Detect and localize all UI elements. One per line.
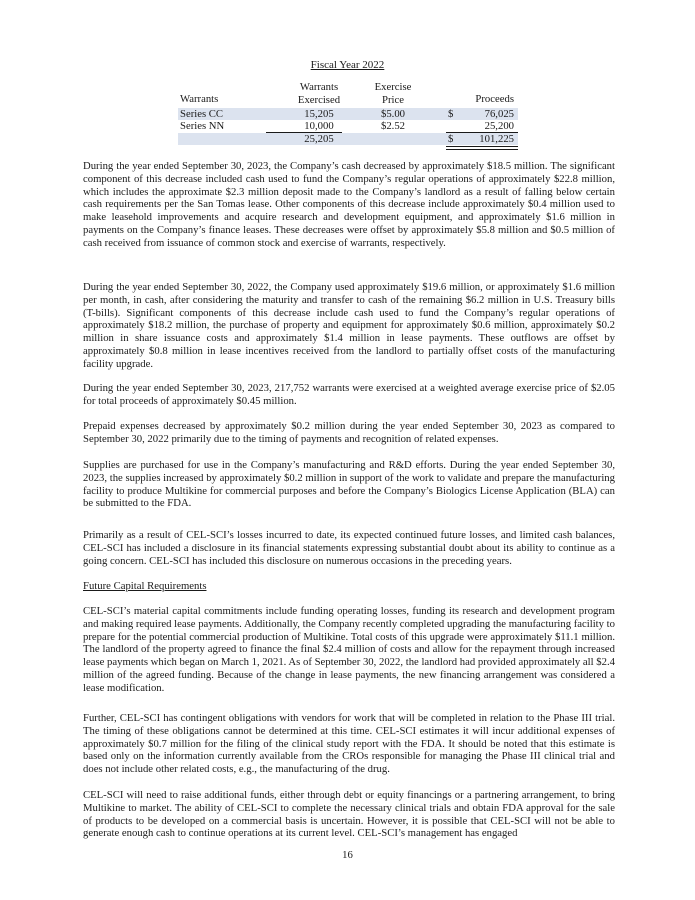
paragraph: CEL-SCI’s material capital commitments include funding operating losses, funding its research and development program and making required lease payments. Additionally, the Company recently completed upgrading the manufacturing facility to prepare for the potential commercial production of Multikine. Total costs of this upgrade were approximately $11.1 million. The landlord of the property agreed to finance the final $2.4 million of costs and allow for the repayment through increased lease payments which began on March 1, 2021. As of September 30, 2022, the landlord had provided approximately all $2.4 million of the agreed funding. Because of the change in lease payments, the new financing arrangement was considered a lease modification.	[83, 605, 615, 694]
row-name: Series NN	[180, 120, 225, 132]
row-name: Series CC	[180, 108, 224, 120]
section-heading: Future Capital Requirements	[83, 580, 207, 592]
page-number: 16	[342, 849, 353, 861]
header-exercised-line2: Exercised	[297, 93, 341, 106]
paragraph: During the year ended September 30, 2022, the Company used approximately $19.6 million, or approximately $1.6 million per month, in cash, after considering the maturity and transfer to cash of the remaining $6.2 million in U.S. Treasury bills (T-bills). Significant components of this decrease include cash used to fund the Company’s regular operations of approximately $18.2 million, the purchase of property and equipment for approximately $0.6 million, approximately $0.2 million in share issuance costs and approximately $1.4 million in lease payments. These outflows are offset by approximately $0.8 million in lease incentives received from the landlord to partially offset costs of the manufacturing facility upgrade.	[83, 281, 615, 370]
row-proceeds: 76,025	[484, 108, 514, 120]
header-warrants: Warrants	[180, 93, 219, 105]
paragraph: During the year ended September 30, 2023, 217,752 warrants were exercised at a weighted average exercise price of $2.05 for total proceeds of approximately $0.45 million.	[83, 382, 615, 407]
header-price	[368, 81, 418, 106]
total-currency: $	[448, 133, 454, 145]
row-exercised: 15,205	[304, 108, 334, 120]
table-row	[178, 120, 518, 132]
row-exercised: 10,000	[304, 120, 334, 132]
table-title: Fiscal Year 2022	[310, 59, 385, 71]
row-price: $2.52	[380, 120, 406, 132]
row-price: $5.00	[380, 108, 406, 120]
row-currency: $	[448, 108, 454, 120]
paragraph: Primarily as a result of CEL-SCI’s losses incurred to date, its expected continued future losses, and limited cash balances, CEL-SCI has included a disclosure in its financial statements expressing substantial doubt about its ability to continue as a going concern. CEL-SCI has included this disclosure on numerous occasions in the preceding years.	[83, 529, 615, 567]
table-total-row	[178, 133, 518, 145]
paragraph: Prepaid expenses decreased by approximately $0.2 million during the year ended September 30, 2023 as compared to September 30, 2022 primarily due to the timing of payments and recognition of related expenses.	[83, 420, 615, 445]
row-proceeds: 25,200	[484, 120, 514, 132]
paragraph: During the year ended September 30, 2023, the Company’s cash decreased by approximately $18.5 million. The significant component of this decrease included cash used to fund the Company’s regular operations of approximately $22.8 million, which includes the approximate $2.3 million deposit made to the Company’s landlord as a result of falling below certain cash requirements per the San Tomas lease. Other components of this decrease include approximately $0.4 million used to make leasehold improvements and acquire research and development equipment, and approximately $1.6 million in payments on the Company’s finance leases. These decreases were offset by approximately $5.8 million and $0.5 million of cash received from issuance of common stock and exercise of warrants, respectively.	[83, 160, 615, 249]
header-exercised	[286, 81, 352, 106]
table-row	[178, 108, 518, 120]
total-double-rule	[446, 146, 518, 150]
paragraph: Supplies are purchased for use in the Company’s manufacturing and R&D efforts. During the year ended September 30, 2023, the supplies increased by approximately $0.2 million in support of the work to validate and prepare the manufacturing facility to produce Multikine for commercial purposes and before the Company’s Biologics License Application (BLA) can be submitted to the FDA.	[83, 459, 615, 510]
paragraph: CEL-SCI will need to raise additional funds, either through debt or equity financings or a partnering arrangement, to bring Multikine to market. The ability of CEL-SCI to complete the necessary clinical trials and obtain FDA approval for the sale of products to be developed on a commercial basis is uncertain. However, it is possible that CEL-SCI will not be able to generate enough cash to continue operations at its current level. CEL-SCI’s management has engaged	[83, 789, 615, 840]
header-price-line2: Price	[382, 93, 404, 106]
header-proceeds: Proceeds	[475, 93, 514, 105]
total-exercised: 25,205	[304, 133, 334, 145]
paragraph: Further, CEL-SCI has contingent obligations with vendors for work that will be completed in relation to the Phase III trial. The timing of these obligations cannot be determined at this time. CEL-SCI estimates it will incur additional expenses of approximately $0.7 million for the filing of the clinical study report with the FDA. It should be noted that this estimate is based only on the information currently available from the CROs responsible for managing the Phase III clinical trial and does not include other related costs, e.g., the manufacturing of the drug.	[83, 712, 615, 776]
header-price-line1: Exercise	[374, 81, 412, 93]
total-proceeds: 101,225	[479, 133, 514, 145]
header-exercised-line1: Warrants	[299, 81, 339, 93]
